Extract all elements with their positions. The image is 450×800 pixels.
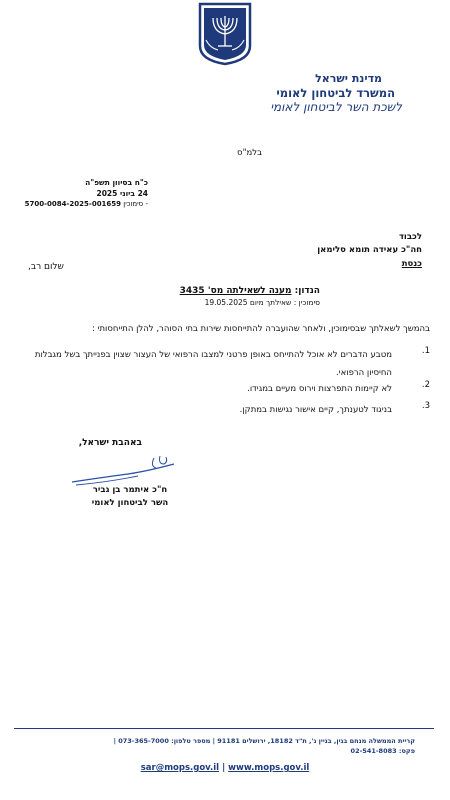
- recipient-organization: כנסת: [401, 259, 422, 269]
- subject-label: הנדון:: [294, 286, 320, 296]
- intro-paragraph: בהמשך לשאלתך שבסימוכין, ולאחר שהועברה להתייחסות שירות בתי הסוהר, להלן התייחסותי :: [92, 324, 430, 334]
- footer-fax: פקס: 02-541-8083: [350, 747, 415, 755]
- footer-separator: |: [222, 763, 226, 773]
- website-link[interactable]: www.mops.gov.il: [228, 763, 310, 773]
- signer-title: השר לביטחון לאומי: [91, 498, 169, 508]
- list-item-number: 2.: [421, 380, 430, 390]
- reference-label: סימוכין -: [123, 200, 148, 208]
- email-link[interactable]: sar@mops.gov.il: [140, 763, 220, 773]
- gregorian-date: 24 ביוני 2025: [96, 189, 148, 198]
- list-item: [10, 346, 430, 382]
- greeting: שלום רב,: [28, 262, 64, 272]
- reference-line: [0, 200, 148, 208]
- recipient-name: חה"כ עאידה תומא סלימאן: [317, 245, 422, 255]
- hebrew-date: כ"ח בסיוון תשפ"ה: [85, 178, 148, 187]
- list-item-number: 1.: [421, 346, 430, 356]
- signer-name: ח"כ איתמר בן גביר: [92, 485, 168, 495]
- state-name: מדינת ישראל: [315, 72, 382, 85]
- office-name: לשכת השר לביטחון לאומי: [270, 100, 402, 114]
- classification-label: בלמ"ס: [237, 148, 262, 158]
- state-emblem-icon: [196, 2, 254, 66]
- list-item: [10, 401, 430, 419]
- subject-text: מענה לשאילתה מס' 3435: [179, 286, 292, 296]
- list-item-text: מטבע הדברים לא אוכל להתייחס באופן פרטני למצבו הרפואי של העצור שצוין בפנייתך בשל מגבלות החיסיון הרפואי.: [34, 350, 392, 378]
- list-item: [10, 380, 430, 398]
- footer-divider: [14, 728, 434, 729]
- list-item-number: 3.: [421, 401, 430, 411]
- footer-links: [0, 763, 450, 773]
- list-item-text: לא קיימות התפרצות וירוס מעיים במגידו.: [247, 384, 392, 394]
- footer-address: קריית הממשלה מנחם בגין, בניין ג', ת"ד 18182, ירושלים 91181 | מספר טלפון: 073-365-7000 |: [113, 737, 415, 745]
- subject-reference: סימוכין : שאילתך מיום 19.05.2025: [204, 298, 320, 307]
- signoff: באהבת ישראל,: [78, 438, 142, 448]
- list-item-text: בניגוד לטענתך, קיים אישור נגישות במתקן.: [239, 405, 392, 415]
- recipient-header: לכבוד: [398, 232, 422, 242]
- reference-number: 5700-0084-2025-001659: [24, 200, 122, 208]
- ministry-name: המשרד לביטחון לאומי: [276, 86, 395, 100]
- subject-line: [180, 286, 320, 296]
